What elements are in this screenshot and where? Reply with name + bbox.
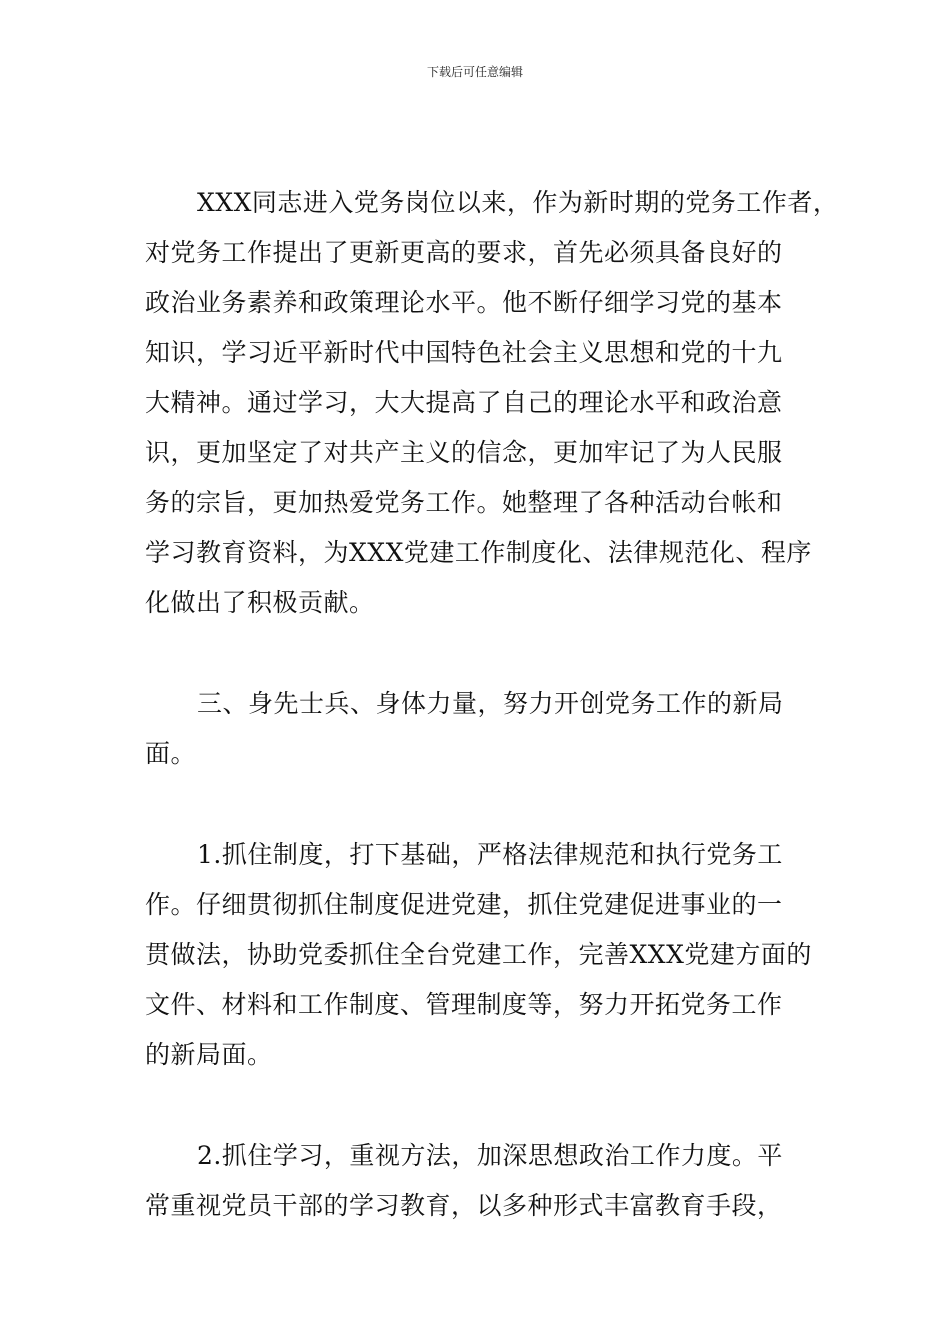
paragraph-item-one (145, 830, 820, 1080)
paragraph-item-two (145, 1131, 820, 1231)
paragraph-spacer (145, 628, 820, 679)
document-body (145, 178, 839, 1231)
paragraph-line: 的新局面。 (145, 1040, 273, 1069)
paragraph-spacer (145, 1080, 820, 1131)
paragraph-party-work-intro (145, 178, 839, 628)
paragraph-line: XXX同志进入党务岗位以来，作为新时期的党务工作者， (197, 188, 839, 217)
paragraph-line: 学习教育资料，为XXX党建工作制度化、法律规范化、程序 (145, 538, 812, 567)
paragraph-line: 化做出了积极贡献。 (145, 588, 375, 617)
paragraph-line: 识，更加坚定了对共产主义的信念，更加牢记了为人民服 (145, 438, 783, 467)
paragraph-line: 面。 (145, 739, 197, 768)
paragraph-line: 政治业务素养和政策理论水平。他不断仔细学习党的基本 (145, 288, 783, 317)
paragraph-spacer (145, 779, 820, 830)
paragraph-line: 作。仔细贯彻抓住制度促进党建，抓住党建促进事业的一 (145, 890, 783, 919)
paragraph-line: 贯做法，协助党委抓住全台党建工作，完善XXX党建方面的 (145, 940, 812, 969)
paragraph-line: 知识，学习近平新时代中国特色社会主义思想和党的十九 (145, 338, 783, 367)
paragraph-line: 务的宗旨，更加热爱党务工作。她整理了各种活动台帐和 (145, 488, 783, 517)
page-header: 下载后可任意编辑 (426, 65, 523, 79)
paragraph-line: 大精神。通过学习，大大提高了自己的理论水平和政治意 (145, 388, 783, 417)
section-heading-three (145, 679, 820, 779)
paragraph-line: 文件、材料和工作制度、管理制度等，努力开拓党务工作 (145, 990, 783, 1019)
paragraph-line: 2.抓住学习，重视方法，加深思想政治工作力度。平 (197, 1141, 783, 1170)
paragraph-line: 对党务工作提出了更新更高的要求，首先必须具备良好的 (145, 238, 783, 267)
paragraph-line: 1.抓住制度，打下基础，严格法律规范和执行党务工 (197, 840, 783, 869)
paragraph-line: 常重视党员干部的学习教育，以多种形式丰富教育手段， (145, 1191, 783, 1220)
paragraph-line: 三、身先士兵、身体力量，努力开创党务工作的新局 (197, 689, 784, 718)
